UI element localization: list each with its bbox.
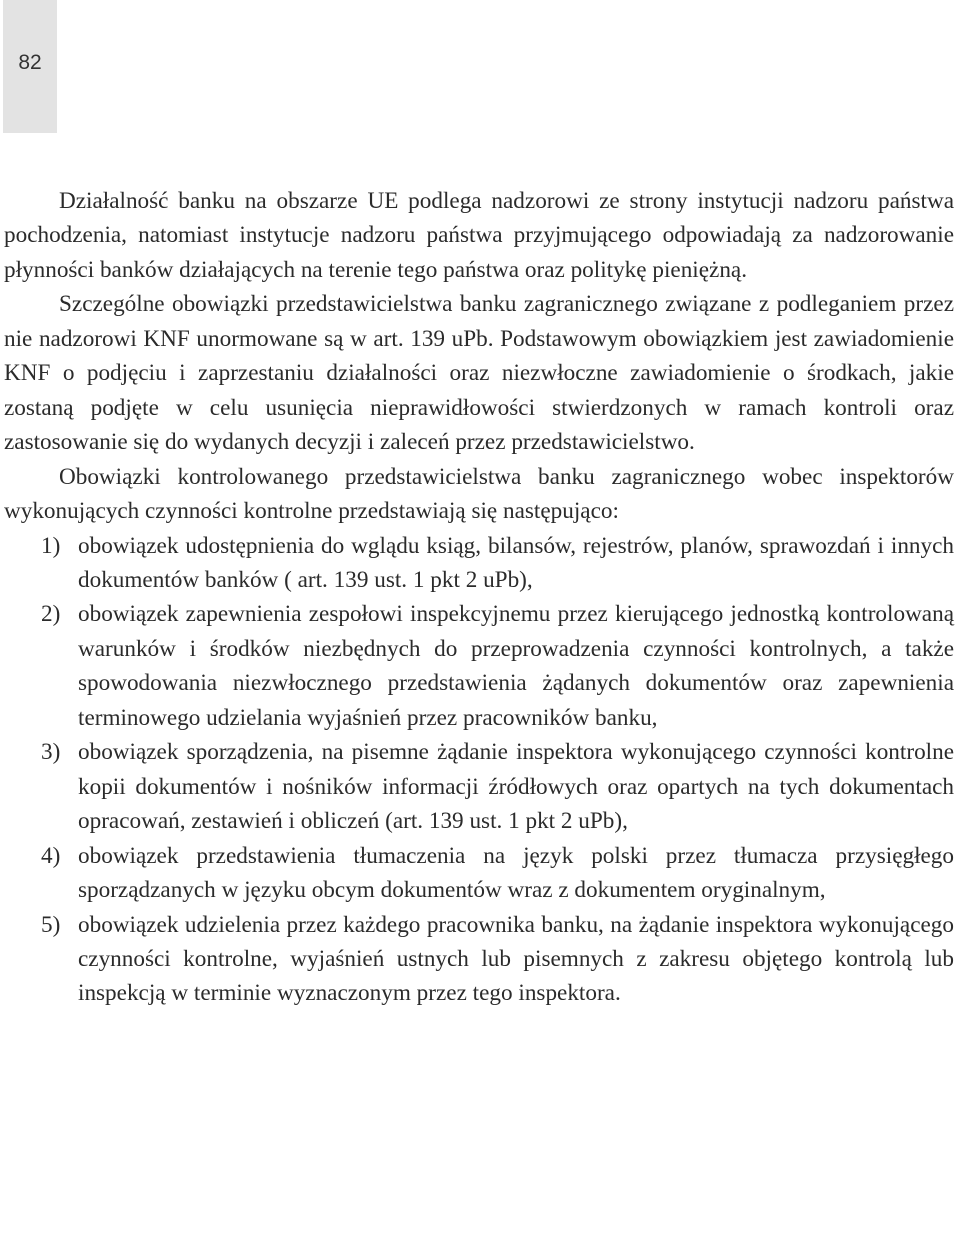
- list-item-number: 2): [41, 601, 61, 628]
- page-number-tab: [3, 0, 57, 133]
- list-item: [4, 908, 954, 1011]
- paragraph: Szczególne obowiązki przedstawicielstwa banku zagranicznego związane z podleganiem przez nie nadzorowi KNF unormowane są w art. 139 uPb. Podstawowym obowiązkiem jest zawiadomienie KNF o podjęciu i zaprzestaniu działalności oraz niezwłoczne zawiadomienie o środkach, jakie zostaną podjęte w celu usunięcia nieprawidłowości stwierdzonych w ramach kontroli oraz zastosowanie się do wydanych decyzji i zaleceń przez przedstawicielstwo.: [4, 291, 954, 456]
- page-number: 82: [18, 50, 42, 74]
- list-item: [4, 597, 954, 735]
- list-item-text: obowiązek udostępnienia do wglądu ksiąg, bilansów, rejestrów, planów, sprawozdań i innych dokumentów banków ( art. 139 ust. 1 pkt 2 uPb),: [78, 532, 954, 593]
- list-item-number: 4): [41, 842, 61, 869]
- list-item: [4, 529, 954, 598]
- paragraph: Działalność banku na obszarze UE podlega nadzorowi ze strony instytucji nadzoru państwa pochodzenia, natomiast instytucje nadzoru państwa przyjmującego odpowiadają za nadzorowanie płynności banków działających na terenie tego państwa oraz politykę pieniężną.: [4, 188, 954, 283]
- list-item-number: 5): [41, 911, 61, 938]
- list-item: [4, 735, 954, 838]
- list-item: [4, 839, 954, 908]
- list-item-number: 3): [41, 739, 61, 766]
- list-item-number: 1): [41, 532, 61, 559]
- obligations-list: [4, 529, 954, 1011]
- page-body: [4, 184, 954, 1011]
- list-item-text: obowiązek przedstawienia tłumaczenia na język polski przez tłumacza przysięgłego sporządzanych w języku obcym dokumentów wraz z dokumentem oryginalnym,: [78, 842, 954, 904]
- paragraph: Obowiązki kontrolowanego przedstawicielstwa banku zagranicznego wobec inspektorów wykonujących czynności kontrolne przedstawiają się następująco:: [4, 463, 954, 525]
- list-item-text: obowiązek zapewnienia zespołowi inspekcyjnemu przez kierującego jednostką kontrolowaną warunków i środków niezbędnych do przeprowadzenia czynności kontrolnych, a także spowodowania niezwłocznego przedstawienia żądanych dokumentów oraz zapewnienia terminowego udzielania wyjaśnień przez pracowników banku,: [78, 601, 954, 731]
- list-item-text: obowiązek udzielenia przez każdego pracownika banku, na żądanie inspektora wykonującego czynności kontrolne, wyjaśnień ustnych lub pisemnych z zakresu objętego kontrolą lub inspekcją w terminie wyznaczonym przez tego inspektora.: [78, 911, 954, 1007]
- list-item-text: obowiązek sporządzenia, na pisemne żądanie inspektora wykonującego czynności kontrolne kopii dokumentów i nośników informacji źródłowych oraz opartych na tych dokumentach opracowań, zestawień i obliczeń (art. 139 ust. 1 pkt 2 uPb),: [78, 739, 954, 835]
